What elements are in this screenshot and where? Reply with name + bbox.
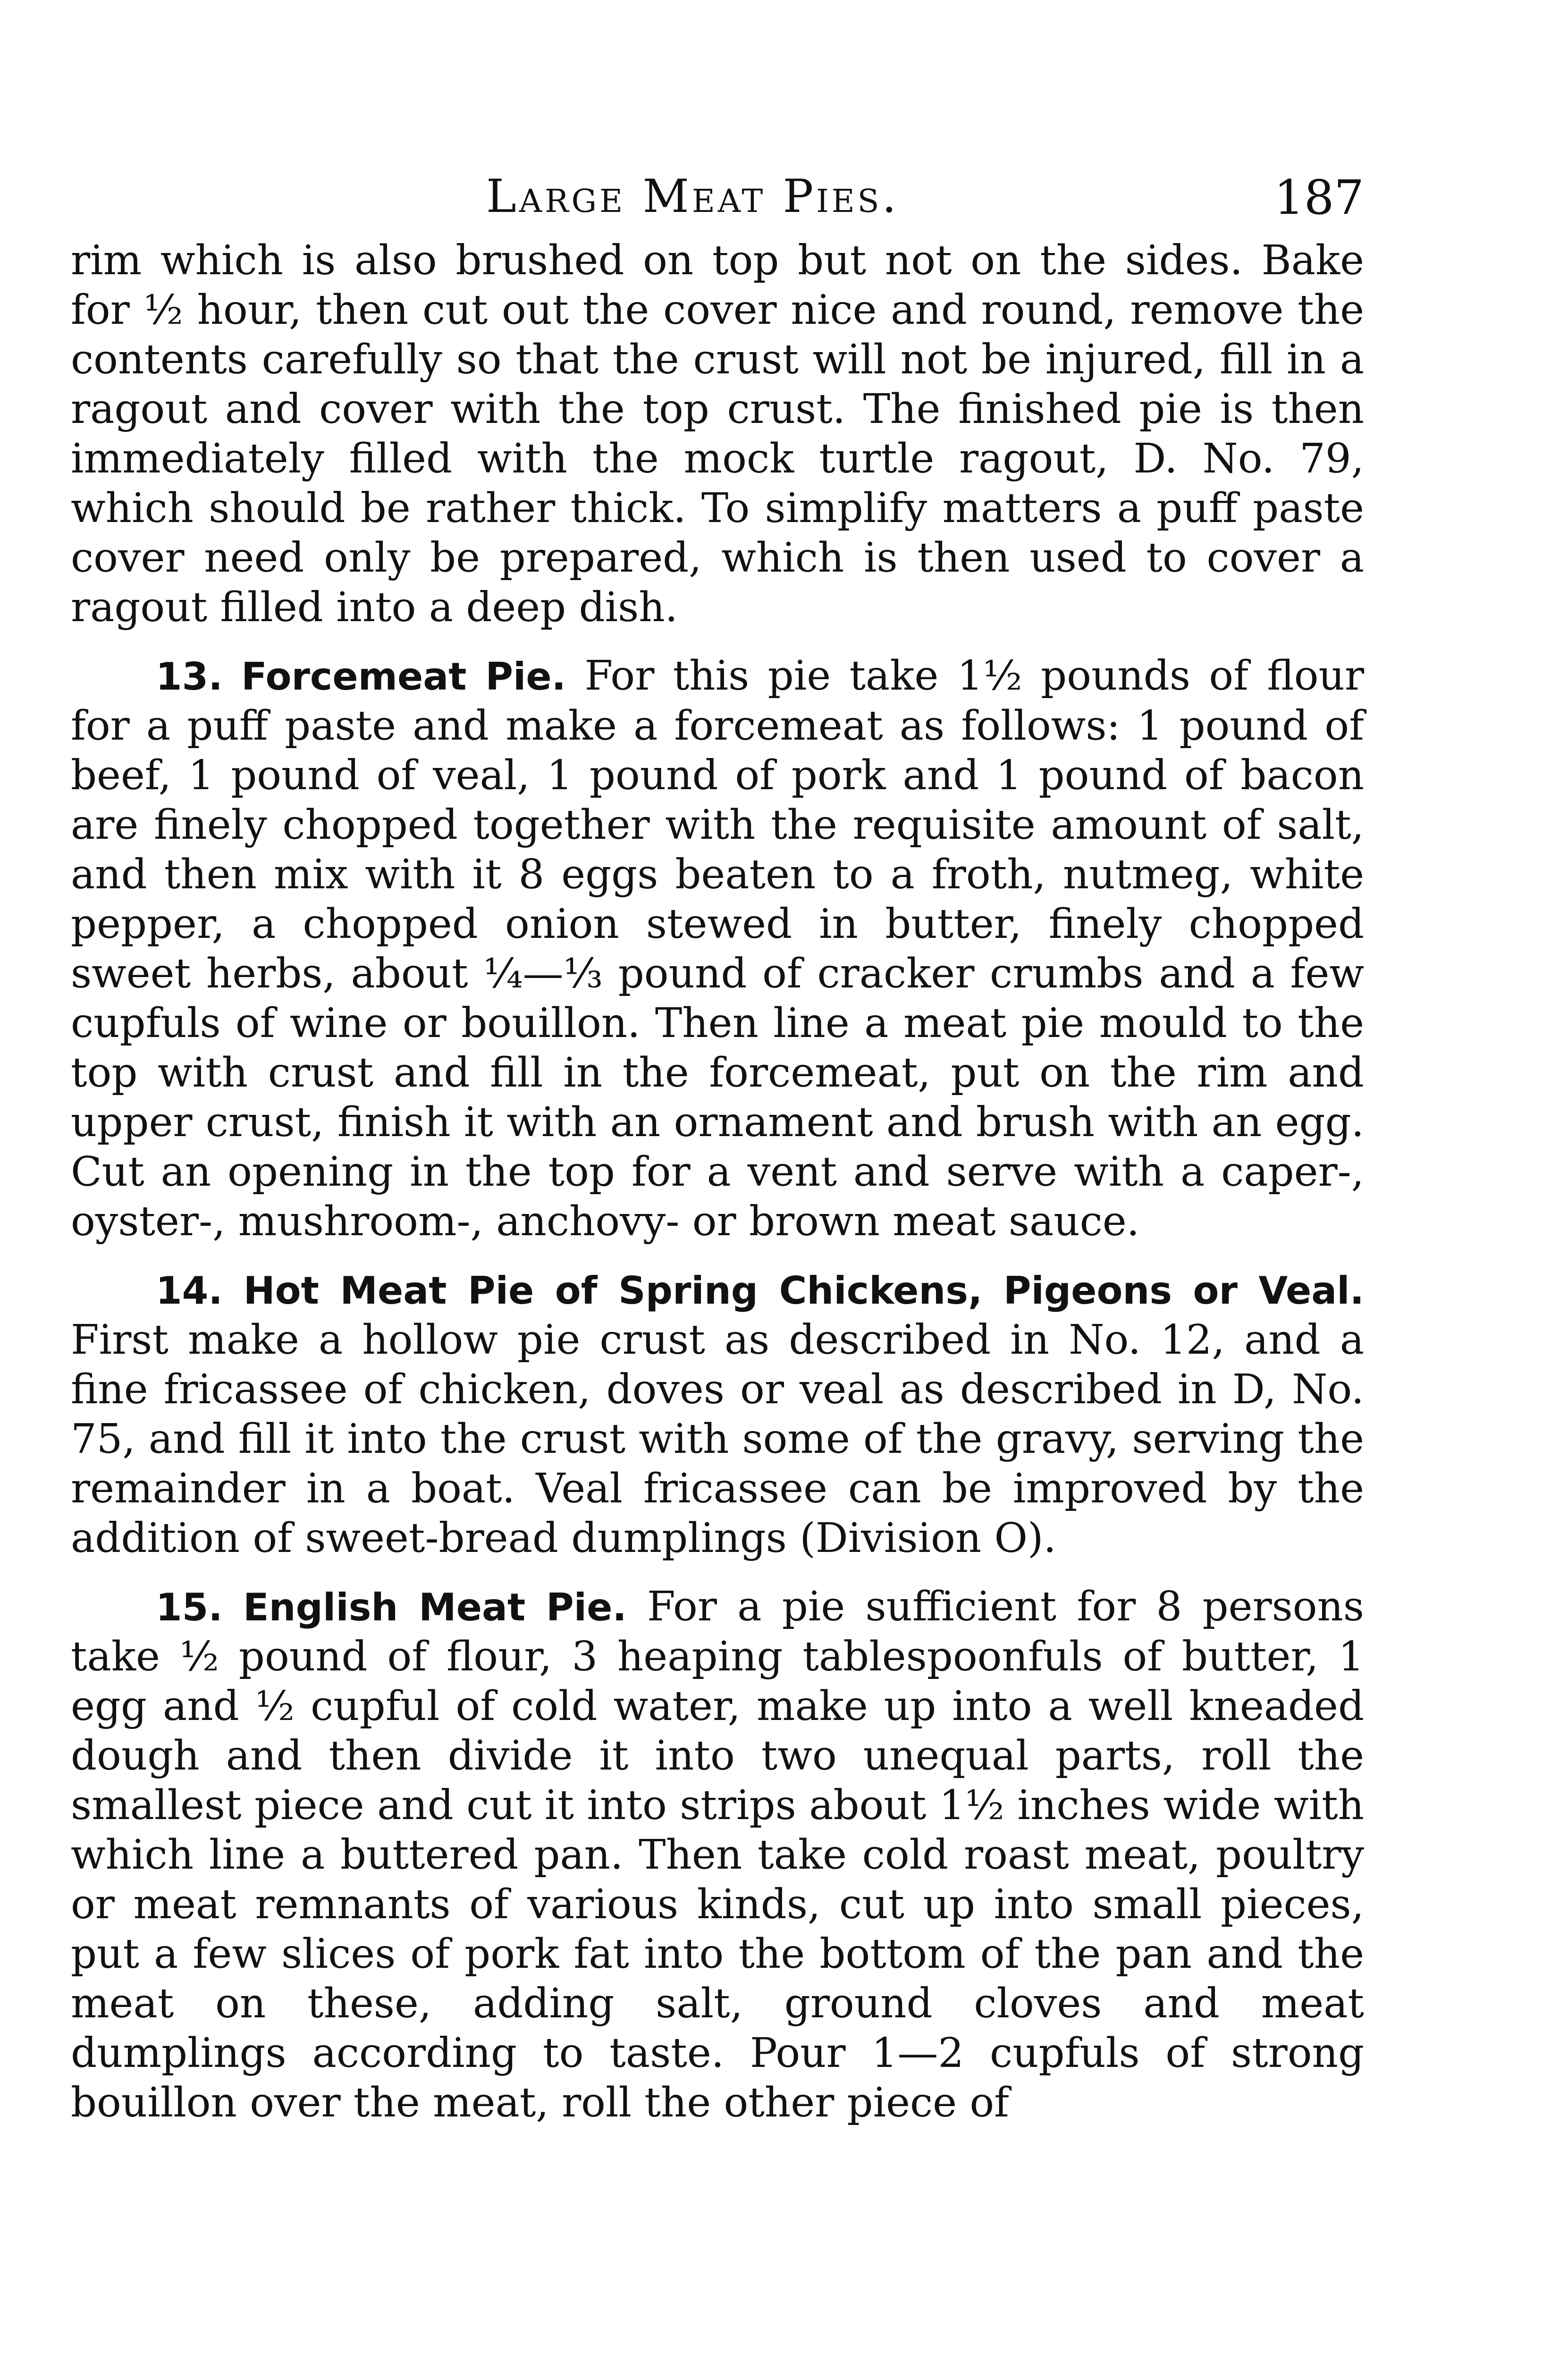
recipe-text: For a pie sufficient for 8 persons take ½ pound of flour, 3 heaping tablespoonfuls of butter, 1 egg and ½ cupful of cold water, make up into a well kneaded dough and then divide it into two unequal parts, roll the smallest piece and cut it into strips about 1½ inches wide with which line a buttered pan. Then take cold roast meat, poultry or meat remnants of various kinds, cut up into small pieces, put a few slices of pork fat into the bottom of the pan and the meat on these, adding salt, ground cloves and meat dumplings according to taste. Pour 1—2 cupfuls of strong bouillon over the meat, roll the other piece of <box>71 1583 1365 2126</box>
page-number: 187 <box>1274 170 1364 225</box>
recipe-title: Hot Meat Pie of Spring Chickens, Pigeons or Veal. <box>243 1269 1364 1313</box>
recipe-13-forcemeat-pie <box>71 651 1364 1247</box>
running-title: Large Meat Pies. <box>486 170 900 223</box>
paragraph-text: rim which is also brushed on top but not on the sides. Bake for ½ hour, then cut out the cover nice and round, remove the contents carefully so that the crust will not be injured, fill in a ragout and cover with the top crust. The finished pie is then immediately filled with the mock turtle ragout, D. No. 79, which should be rather thick. To simplify matters a puff paste cover need only be prepared, which is then used to cover a ragout filled into a deep dish. <box>71 237 1364 631</box>
recipe-text: For this pie take 1½ pounds of flour for a puff paste and make a forcemeat as follows: 1 pound of beef, 1 pound of veal, 1 pound of pork and 1 pound of bacon are finely chopped together with the requisite amount of salt, and then mix with it 8 eggs beaten to a froth, nutmeg, white pepper, a chopped onion stewed in butter, finely chopped sweet herbs, about ¼—⅓ pound of cracker crumbs and a few cupfuls of wine or bouillon. Then line a meat pie mould to the top with crust and fill in the forcemeat, put on the rim and upper crust, finish it with an ornament and brush with an egg. Cut an opening in the top for a vent and serve with a caper-, oyster-, mushroom-, anchovy- or brown meat sauce. <box>71 652 1364 1245</box>
recipe-number: 15. <box>156 1585 223 1629</box>
recipe-text: First make a hollow pie crust as described in No. 12, and a fine fricassee of chicken, doves or veal as described in D, No. 75, and fill it into the crust with some of the gravy, serving the remainder in a boat. Veal fricassee can be improved by the addition of sweet-bread dumplings (Division O). <box>71 1316 1364 1562</box>
book-page <box>71 151 1364 2128</box>
recipe-number: 14. <box>156 1269 223 1313</box>
recipe-14-hot-meat-pie <box>71 1265 1364 1563</box>
page-header <box>71 151 1364 236</box>
recipe-number: 13. <box>156 655 223 699</box>
continuation-paragraph <box>71 236 1364 632</box>
page-body <box>71 236 1364 2128</box>
recipe-title: Forcemeat Pie. <box>241 655 566 699</box>
recipe-15-english-meat-pie <box>71 1582 1364 2128</box>
recipe-title: English Meat Pie. <box>243 1585 627 1629</box>
